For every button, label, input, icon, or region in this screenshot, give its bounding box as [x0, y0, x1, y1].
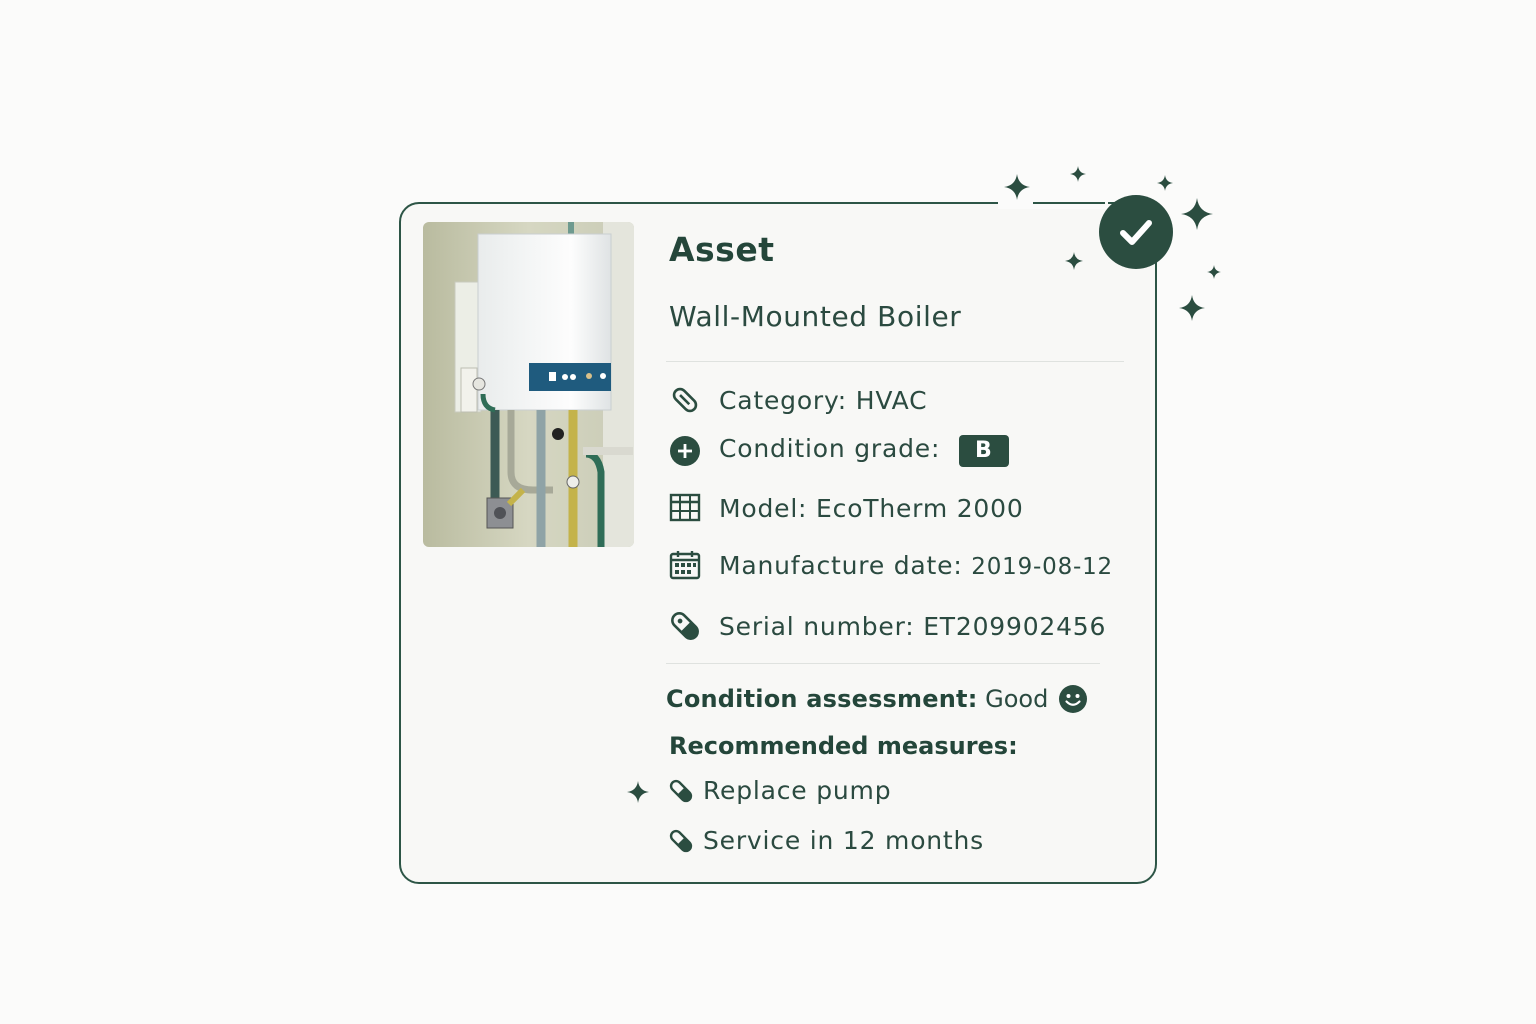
asset-photo — [423, 222, 634, 547]
check-circle-icon — [1099, 195, 1173, 269]
sparkle-icon — [1070, 166, 1086, 182]
manufacture-label: Manufacture date: — [719, 550, 963, 580]
manufacture-value: 2019-08-12 — [971, 553, 1113, 580]
measure-text: Replace pump — [703, 776, 892, 805]
condition-label: Condition grade: — [719, 434, 941, 463]
sparkle-icon — [1207, 265, 1221, 279]
asset-name: Wall-Mounted Boiler — [669, 300, 962, 333]
measure-text: Service in 12 months — [703, 826, 985, 855]
sparkle-icon — [1004, 174, 1030, 200]
serial-value: ET209902456 — [923, 611, 1107, 641]
border-accent-line — [1033, 202, 1105, 204]
model-value: EcoTherm 2000 — [816, 493, 1024, 523]
sparkle-icon — [1179, 295, 1205, 321]
measures-heading-text: Recommended measures — [669, 732, 1009, 760]
category-value: HVAC — [855, 385, 928, 415]
list-item — [669, 776, 891, 805]
model-row — [669, 492, 1024, 524]
category-row — [669, 384, 927, 416]
card-heading: Asset — [669, 230, 775, 269]
category-label: Category: — [719, 385, 848, 415]
divider-bottom — [666, 663, 1100, 664]
plus-circle-icon — [669, 435, 701, 467]
condition-grade-badge: B — [959, 435, 1009, 467]
divider-top — [666, 361, 1124, 362]
serial-row — [669, 610, 1106, 642]
model-label: Model: — [719, 493, 808, 523]
manufacture-row — [669, 549, 1113, 581]
pill-tag-icon — [669, 610, 701, 642]
wrench-icon — [669, 779, 693, 803]
smiley-icon — [1058, 684, 1088, 714]
condition-assessment: Condition assessment : Good — [666, 684, 1088, 714]
sparkle-icon — [1065, 252, 1083, 270]
serial-label: Serial number: — [719, 611, 915, 641]
sparkle-icon — [1157, 175, 1173, 191]
sparkle-icon — [1181, 198, 1213, 230]
wrench-icon — [669, 829, 693, 853]
calendar-icon — [669, 549, 701, 581]
grid-icon — [669, 492, 701, 524]
sparkle-icon — [627, 781, 649, 803]
assessment-value: Good — [985, 685, 1049, 713]
measures-heading: Recommended measures: — [669, 732, 1018, 760]
condition-row — [669, 434, 1009, 467]
list-item — [669, 826, 984, 855]
assessment-label: Condition assessment — [666, 685, 968, 713]
paperclip-icon — [669, 384, 701, 416]
